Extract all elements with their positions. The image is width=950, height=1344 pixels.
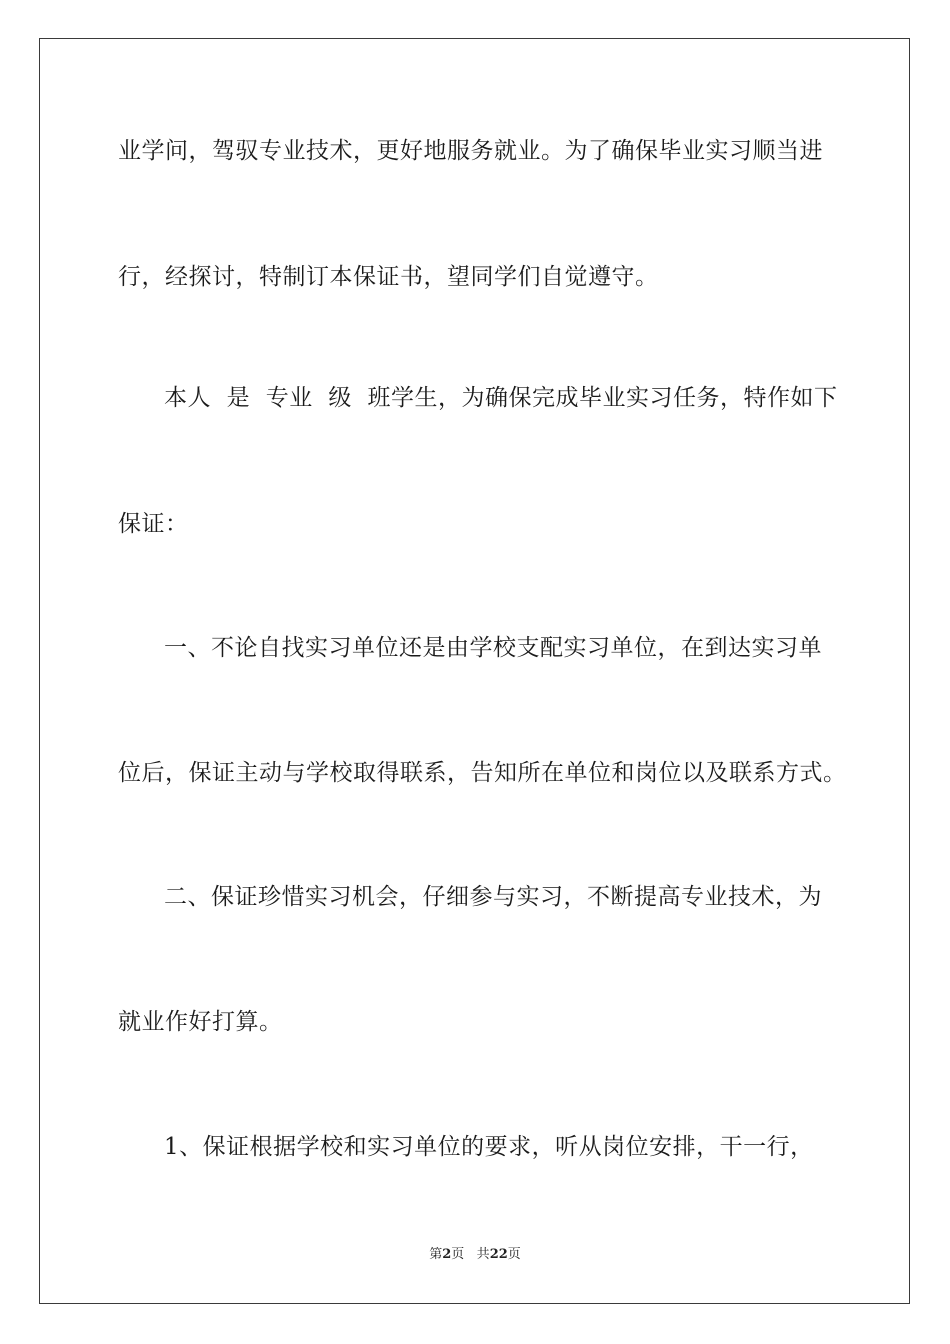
body-line-6: 位后，保证主动与学校取得联系，告知所在单位和岗位以及联系方式。 xyxy=(118,760,847,786)
body-line-9: 1、保证根据学校和实习单位的要求，听从岗位安排，干一行， xyxy=(164,1134,814,1160)
body-line-1: 业学问，驾驭专业技术，更好地服务就业。为了确保毕业实习顺当进 xyxy=(118,138,823,164)
page-number: 2 xyxy=(442,1247,452,1262)
page-suffix: 页 xyxy=(451,1247,465,1262)
body-line-4: 保证： xyxy=(118,511,189,537)
body-line-2: 行，经探讨，特制订本保证书，望同学们自觉遵守。 xyxy=(118,264,659,290)
total-pages: 22 xyxy=(489,1247,508,1262)
total-prefix: 共 xyxy=(476,1247,490,1262)
body-line-7: 二、保证珍惜实习机会，仔细参与实习，不断提高专业技术，为 xyxy=(164,884,822,910)
body-line-5: 一、不论自找实习单位还是由学校支配实习单位，在到达实习单 xyxy=(164,635,822,661)
page-footer xyxy=(0,1246,950,1264)
body-line-3: 本人 是 专业 级 班学生，为确保完成毕业实习任务，特作如下 xyxy=(164,385,838,411)
body-line-8: 就业作好打算。 xyxy=(118,1009,283,1035)
page-border xyxy=(39,38,910,1304)
total-suffix: 页 xyxy=(507,1247,521,1262)
page-prefix: 第 xyxy=(429,1247,443,1262)
